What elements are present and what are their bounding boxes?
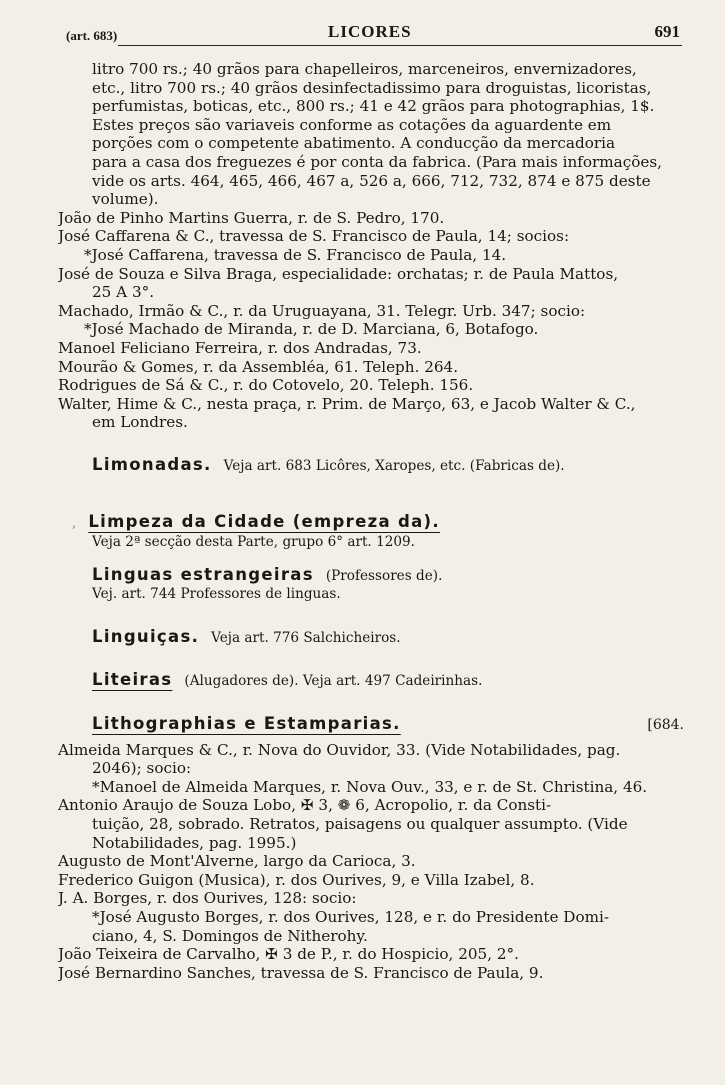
text-line: 2046); socio: — [92, 759, 192, 778]
running-header — [58, 20, 682, 46]
partner-entry: *José Augusto Borges, r. dos Ourives, 128, e r. do Presidente Domi- — [92, 907, 610, 926]
text-line: vide os arts. 464, 465, 466, 467 a, 526 a, 666, 712, 732, 874 e 875 deste — [92, 171, 651, 190]
section-ref: Veja 2ª secção desta Parte, grupo 6° art. 1209. — [92, 534, 415, 551]
text-line: etc., litro 700 rs.; 40 grãos desinfectadissimo para droguistas, licoristas, — [92, 78, 652, 97]
section-linguicas — [58, 628, 684, 648]
directory-entry: José Bernardino Sanches, travessa de S. Francisco de Paula, 9. — [58, 963, 544, 982]
section-liteiras — [58, 671, 684, 691]
directory-entry: J. A. Borges, r. dos Ourives, 128: socio: — [58, 889, 357, 908]
text-line: volume). — [92, 190, 159, 209]
partner-entry: *Manoel de Almeida Marques, r. Nova Ouv., 33, e r. de St. Christina, 46. — [92, 777, 648, 796]
section-title: Limpeza da Cidade (empreza da). — [88, 513, 440, 532]
section-limonadas — [58, 456, 684, 476]
page-number: 691 — [654, 22, 680, 41]
text-line: porções com o competente abatimento. A conducção da mercadoria — [92, 134, 616, 153]
stray-mark: , — [72, 515, 77, 532]
header-title: LICORES — [328, 22, 412, 41]
text-line: litro 700 rs.; 40 grãos para chapelleiros, marceneiros, envernizadores, — [92, 60, 637, 78]
directory-entry: Walter, Hime & C., nesta praça, r. Prim. de Março, 63, e Jacob Walter & C., — [58, 394, 636, 413]
section-title: Liteiras — [92, 671, 173, 690]
directory-entry: Machado, Irmão & C., r. da Uruguayana, 31. Telegr. Urb. 347; socio: — [58, 301, 586, 320]
partner-entry: *José Machado de Miranda, r. de D. Marciana, 6, Botafogo. — [84, 320, 539, 339]
header-article-ref: (art. 683) — [66, 28, 118, 43]
section-note: Veja art. 683 Licôres, Xaropes, etc. (Fabricas de). — [223, 457, 565, 474]
section-linguas — [58, 566, 684, 586]
text-line: Estes preços são variaveis conforme as cotações da aguardente em — [92, 115, 612, 134]
text-line: ciano, 4, S. Domingos de Nitherohy. — [92, 926, 368, 945]
section-article-ref: [684. — [647, 717, 684, 734]
section-title: Linguiças. — [92, 627, 200, 646]
directory-entry: João Teixeira de Carvalho, ✠ 3 de P., r. do Hospicio, 205, 2°. — [58, 945, 519, 964]
section-title: Limonadas. — [92, 455, 212, 474]
directory-entry: José de Souza e Silva Braga, especialidade: orchatas; r. de Paula Mattos, — [58, 264, 619, 283]
text-line: em Londres. — [92, 413, 188, 432]
text-line: perfumistas, boticas, etc., 800 rs.; 41 e 42 grãos para photographias, 1$. — [92, 97, 655, 116]
partner-entry: *José Caffarena, travessa de S. Francisco de Paula, 14. — [84, 245, 507, 264]
section-note: Veja art. 776 Salchicheiros. — [211, 629, 401, 646]
text-line: Notabilidades, pag. 1995.) — [92, 833, 297, 852]
section-note: (Alugadores de). Veja art. 497 Cadeirinhas. — [184, 673, 483, 690]
header-rule — [118, 45, 682, 46]
directory-entry: Rodrigues de Sá & C., r. do Cotovelo, 20. Teleph. 156. — [58, 376, 474, 395]
text-line: para a casa dos freguezes é por conta da fabrica. (Para mais informações, — [92, 152, 662, 171]
directory-entry: Manoel Feliciano Ferreira, r. dos Andradas, 73. — [58, 338, 422, 357]
directory-entry: João de Pinho Martins Guerra, r. de S. Pedro, 170. — [58, 208, 445, 227]
section-ref: Vej. art. 744 Professores de linguas. — [92, 586, 341, 603]
directory-entry: Augusto de Mont'Alverne, largo da Carioca, 3. — [58, 852, 416, 871]
section-note: (Professores de). — [325, 567, 443, 584]
section-lithographias — [58, 715, 684, 735]
page-body — [58, 60, 684, 982]
section-limpeza — [58, 513, 684, 533]
directory-entry: Almeida Marques & C., r. Nova do Ouvidor, 33. (Vide Notabilidades, pag. — [58, 740, 621, 759]
section-title: Lithographias e Estamparias. — [92, 715, 401, 734]
directory-entry: Mourão & Gomes, r. da Assembléa, 61. Teleph. 264. — [58, 357, 459, 376]
text-line: 25 A 3°. — [92, 283, 155, 302]
directory-entry: Frederico Guigon (Musica), r. dos Ourives, 9, e Villa Izabel, 8. — [58, 870, 535, 889]
section-title: Linguas estrangeiras — [92, 565, 314, 584]
directory-entry: Antonio Araujo de Souza Lobo, ✠ 3, ❁ 6, Acropolio, r. da Consti- — [58, 796, 552, 815]
directory-entry: José Caffarena & C., travessa de S. Francisco de Paula, 14; socios: — [58, 227, 570, 246]
text-line: tuição, 28, sobrado. Retratos, paisagens ou qualquer assumpto. (Vide — [92, 815, 628, 833]
